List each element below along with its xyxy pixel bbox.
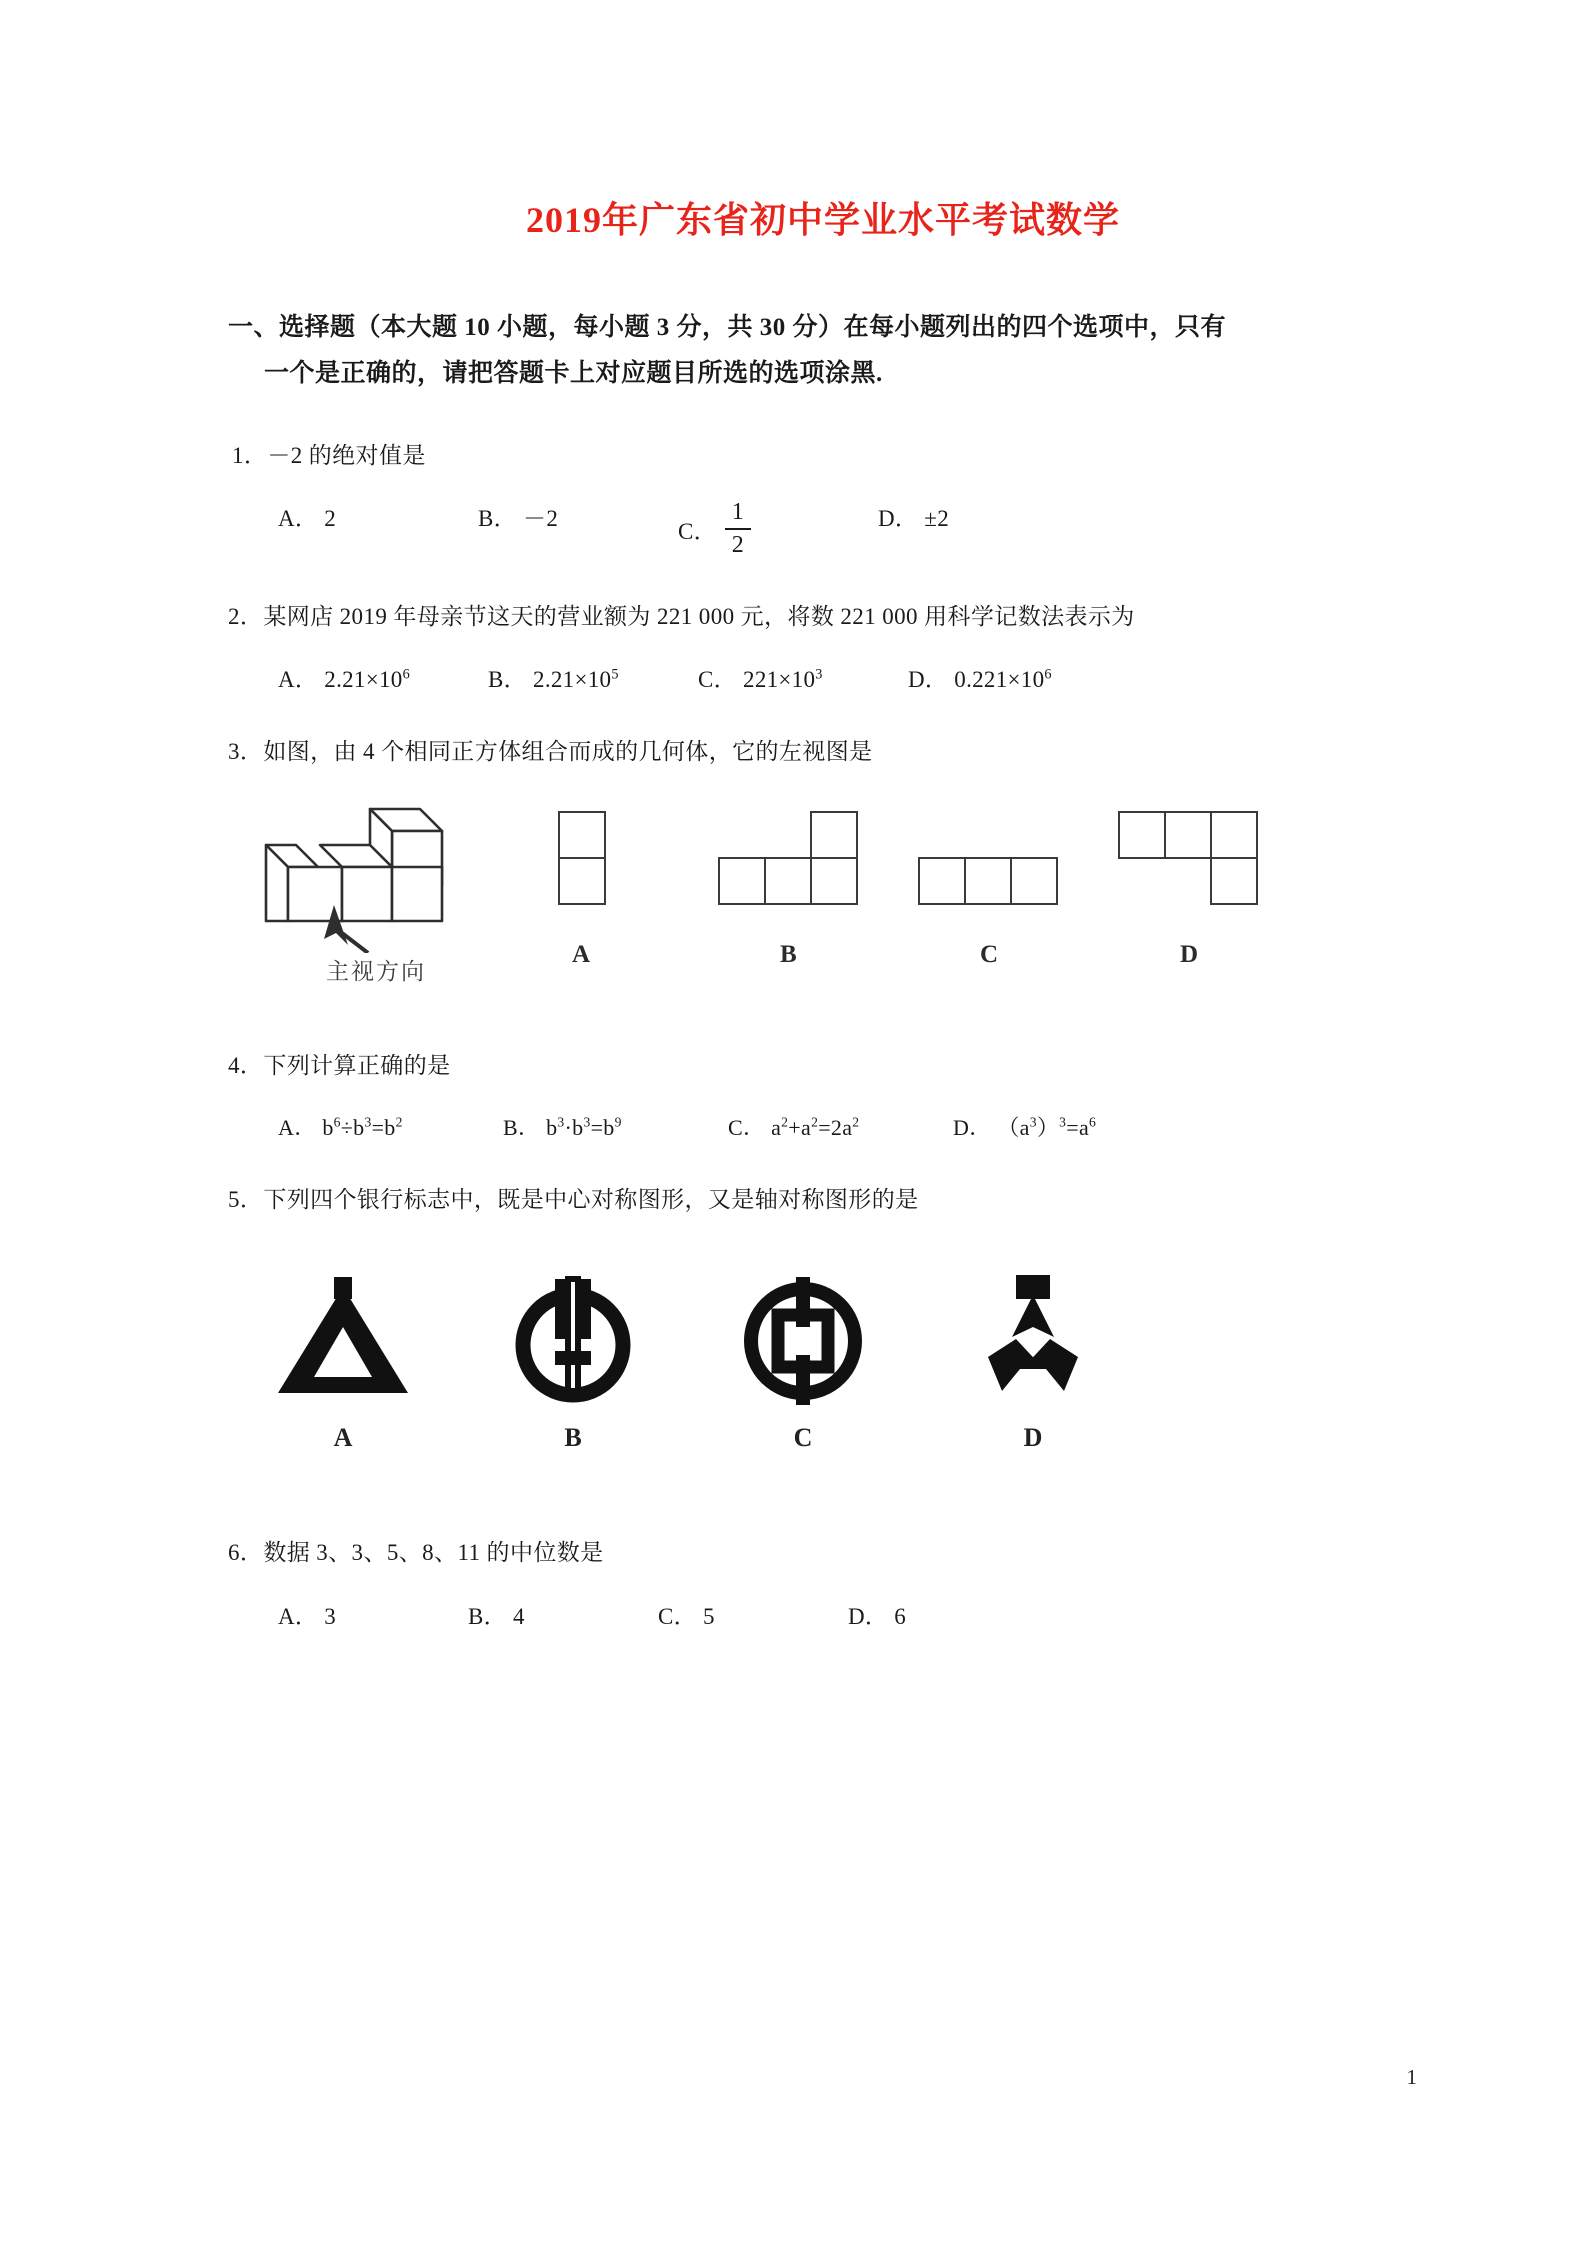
question-5: [228, 1182, 1418, 1495]
bank-logo-label-d: D: [1023, 1422, 1043, 1452]
option-6-c-text: 5: [703, 1603, 715, 1629]
question-6-text: 数据 3、3、5、8、11 的中位数是: [263, 1539, 604, 1565]
option-6-b-label: B．: [468, 1603, 507, 1629]
option-2-d-base: 0.221×10: [954, 667, 1045, 693]
option-1-c-label: C．: [678, 518, 717, 544]
option-1-b[interactable]: [478, 500, 678, 558]
question-5-figure: [228, 1265, 1418, 1495]
question-4-number: 4．: [228, 1053, 264, 1079]
question-3-text: 如图，由 4 个相同正方体组合而成的几何体，它的左视图是: [263, 739, 873, 765]
view-direction-label: 主视方向: [326, 959, 426, 985]
question-4-options: [228, 1111, 1418, 1142]
option-4-c-label: C．: [728, 1115, 766, 1141]
shape-label-c: C: [980, 941, 999, 969]
option-6-b-text: 4: [513, 1603, 525, 1629]
option-2-d-label: D．: [908, 667, 949, 693]
option-6-d[interactable]: [848, 1598, 1038, 1631]
option-1-b-label: B．: [478, 506, 517, 532]
option-2-a-exponent: 6: [402, 666, 411, 683]
shape-label-d: D: [1180, 941, 1199, 969]
option-2-a-base: 2.21×10: [324, 667, 403, 693]
question-1-text: －2 的绝对值是: [267, 442, 426, 468]
question-6: [228, 1535, 1418, 1631]
option-1-d-text: ±2: [924, 506, 950, 532]
bank-logo-c[interactable]: [728, 1265, 878, 1415]
bank-logo-b[interactable]: [498, 1265, 648, 1415]
shape-label-a: A: [572, 941, 591, 969]
option-6-d-text: 6: [894, 1603, 907, 1629]
page-number: 1: [1406, 2065, 1417, 2089]
option-1-b-text: －2: [523, 506, 559, 532]
option-6-c-label: C．: [658, 1603, 697, 1629]
option-4-d-label: D．: [953, 1115, 992, 1141]
question-1: [228, 438, 1418, 559]
question-3-figure: [228, 793, 1418, 1008]
question-6-number: 6．: [228, 1539, 264, 1565]
option-4-a-label: A．: [278, 1115, 317, 1141]
fan-bank-logo-icon: [958, 1265, 1108, 1415]
question-2: [228, 599, 1418, 695]
option-6-a-label: A．: [278, 1603, 319, 1629]
question-4-stem: [228, 1048, 1418, 1085]
option-2-c-label: C．: [698, 667, 737, 693]
page-title: 2019年广东省初中学业水平考试数学: [525, 200, 1120, 240]
triangle-bank-logo-icon: [268, 1265, 418, 1415]
option-4-d[interactable]: D． $(a^3)^3=a^6$: [953, 1114, 1097, 1141]
option-6-a[interactable]: [278, 1598, 468, 1631]
fraction-numerator: 1: [731, 499, 745, 526]
question-2-stem: [228, 599, 1418, 636]
question-6-options: [228, 1598, 1418, 1631]
option-1-d[interactable]: [878, 500, 1078, 558]
option-1-a-label: A．: [278, 506, 319, 532]
page-content: [228, 0, 1418, 1631]
fraction-bar: [725, 528, 751, 530]
question-1-options: [228, 500, 1418, 558]
bank-logo-d[interactable]: [958, 1265, 1108, 1415]
question-2-number: 2．: [228, 603, 264, 629]
option-2-b-exponent: 5: [611, 666, 619, 683]
option-4-b[interactable]: B． $b^3\cdot b^3=b^9$: [503, 1114, 622, 1141]
shape-label-b: B: [780, 941, 797, 969]
question-5-text: 下列四个银行标志中，既是中心对称图形，又是轴对称图形的是: [263, 1187, 919, 1213]
ring-bar-bank-logo-icon: [498, 1265, 648, 1415]
bank-logo-a[interactable]: [268, 1265, 418, 1415]
question-4: [228, 1048, 1418, 1142]
option-6-d-label: D．: [848, 1603, 889, 1629]
option-2-b-base: 2.21×10: [533, 667, 612, 693]
question-2-text: 某网店 2019 年母亲节这天的营业额为 221 000 元，将数 221 000 用科学记数法表示为: [263, 603, 1135, 629]
fraction-denominator: 2: [731, 532, 745, 559]
option-2-a-label: A．: [278, 667, 319, 693]
option-1-d-label: D．: [878, 506, 919, 532]
option-2-c-base: 221×10: [743, 667, 816, 693]
option-1-a-text: 2: [324, 506, 337, 532]
question-5-number: 5．: [228, 1187, 264, 1213]
section-heading-line1: 一、选择题（本大题 10 小题，每小题 3 分，共 30 分）在每小题列出的四个选项中，只有: [228, 314, 1227, 341]
option-2-d-exponent: 6: [1044, 666, 1052, 683]
cube-solid-icon: [258, 793, 498, 953]
question-4-text: 下列计算正确的是: [263, 1053, 451, 1079]
question-3: [228, 734, 1418, 1008]
section-heading: [228, 305, 1418, 398]
question-5-stem: [228, 1182, 1418, 1219]
question-2-options: [228, 661, 1418, 694]
option-2-b-label: B．: [488, 667, 527, 693]
option-4-b-label: B．: [503, 1115, 541, 1141]
question-1-stem: [228, 438, 1418, 475]
option-2-c-exponent: 3: [815, 666, 823, 683]
option-6-a-text: 3: [324, 1603, 337, 1629]
option-2-b[interactable]: [488, 661, 698, 694]
bank-logo-label-c: C: [793, 1422, 813, 1452]
section-heading-line2: 一个是正确的，请把答题卡上对应题目所选的选项涂黑.: [264, 360, 883, 388]
option-2-d[interactable]: [908, 661, 1052, 694]
bank-logo-label-a: A: [333, 1422, 353, 1452]
question-3-number: 3．: [228, 739, 264, 765]
option-1-c[interactable]: [678, 500, 878, 558]
option-4-a[interactable]: A． $b^6\div b^3=b^2$: [278, 1114, 403, 1141]
circle-square-bank-logo-icon: [728, 1265, 878, 1415]
question-3-stem: [228, 734, 1418, 771]
option-6-b[interactable]: [468, 1598, 658, 1631]
fraction-one-half: [725, 500, 751, 558]
question-6-stem: [228, 1535, 1418, 1572]
option-1-a[interactable]: [278, 500, 478, 558]
option-4-c[interactable]: C． $a^2+a^2=2a^2$: [728, 1114, 860, 1141]
bank-logo-label-b: B: [564, 1422, 582, 1452]
option-2-c[interactable]: [698, 661, 908, 694]
question-1-number: 1．: [232, 442, 268, 468]
option-6-c[interactable]: [658, 1598, 848, 1631]
option-2-a[interactable]: [278, 661, 488, 694]
